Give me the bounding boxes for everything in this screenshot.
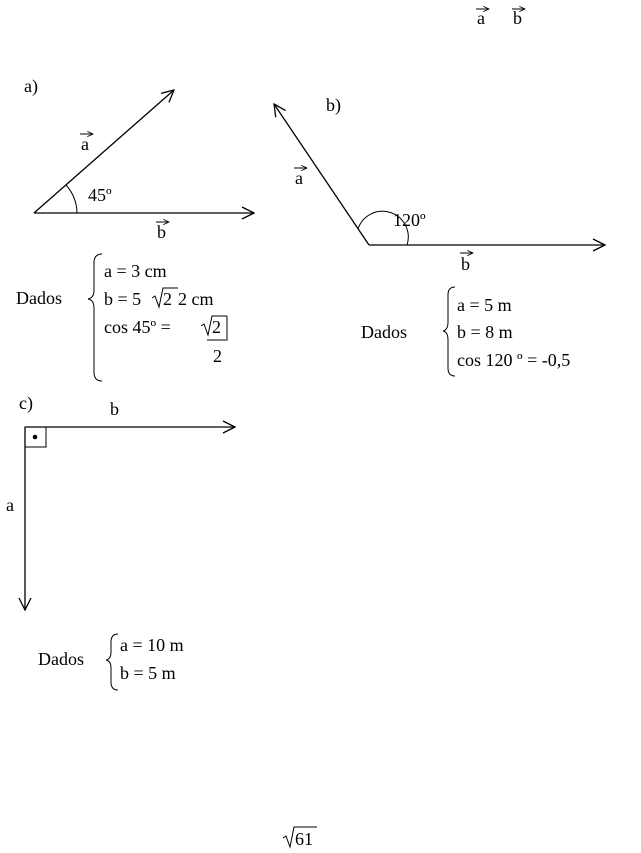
- diagram-b-label: b): [326, 95, 341, 115]
- svg-text:b: b: [461, 254, 470, 274]
- header-vector-a-letter: a: [477, 8, 485, 28]
- left-brace-icon: [88, 254, 102, 381]
- diagram-c: [6, 393, 235, 690]
- svg-text:a = 5 m: a = 5 m: [457, 295, 512, 315]
- left-brace-icon: [106, 634, 118, 690]
- dados-label: Dados: [361, 322, 407, 342]
- svg-text:b: b: [157, 222, 166, 242]
- dados-label: Dados: [16, 288, 62, 308]
- diagram-a-angle-label: 45º: [88, 185, 112, 205]
- sqrt-2-expression: [152, 288, 178, 309]
- diagram-a: [16, 76, 254, 381]
- svg-text:b = 5 m: b = 5 m: [120, 663, 176, 683]
- header-vector-symbols: [476, 8, 525, 28]
- svg-text:2: 2: [163, 289, 172, 309]
- svg-text:a = 10 m: a = 10 m: [120, 635, 184, 655]
- svg-text:a: a: [295, 168, 303, 188]
- footer-radicand: 61: [295, 829, 313, 849]
- dados-label: Dados: [38, 649, 84, 669]
- sqrt-2-over-2-fraction: [201, 316, 228, 366]
- diagram-a-dados: [16, 254, 228, 381]
- diagram-c-label: c): [19, 393, 33, 413]
- diagram-c-dados: [38, 634, 184, 690]
- svg-text:a: a: [81, 134, 89, 154]
- svg-text:2: 2: [212, 317, 221, 337]
- svg-text:b = 8 m: b = 8 m: [457, 322, 513, 342]
- svg-text:2 cm: 2 cm: [178, 289, 214, 309]
- diagram-b-dados: [361, 287, 570, 376]
- left-brace-icon: [443, 287, 455, 376]
- diagram-b-vector-a-label: [294, 168, 307, 188]
- svg-text:cos 120 º = -0,5: cos 120 º = -0,5: [457, 350, 571, 370]
- svg-text:a = 3 cm: a = 3 cm: [104, 261, 167, 281]
- diagram-a-vector-a-label: [80, 134, 93, 154]
- diagram-b-angle-label: 120º: [393, 210, 426, 230]
- header-vector-a: [476, 8, 489, 28]
- vector-a-arrow: [274, 104, 369, 245]
- diagram-c-vector-a-label: a: [6, 495, 14, 515]
- header-vector-b: [512, 8, 525, 28]
- diagram-a-label: a): [24, 76, 38, 96]
- angle-arc: [66, 185, 77, 213]
- svg-text:cos 45º =: cos 45º =: [104, 317, 171, 337]
- footer-sqrt-61: [283, 827, 317, 849]
- svg-text:2: 2: [213, 346, 222, 366]
- svg-text:b = 5: b = 5: [104, 289, 142, 309]
- diagram-c-vector-b-label: b: [110, 399, 119, 419]
- diagram-b: [274, 95, 605, 376]
- header-vector-b-letter: b: [513, 8, 522, 28]
- diagram-b-vector-b-label: [460, 253, 473, 274]
- diagram-a-vector-b-label: [156, 222, 169, 242]
- right-angle-dot-icon: [33, 435, 38, 440]
